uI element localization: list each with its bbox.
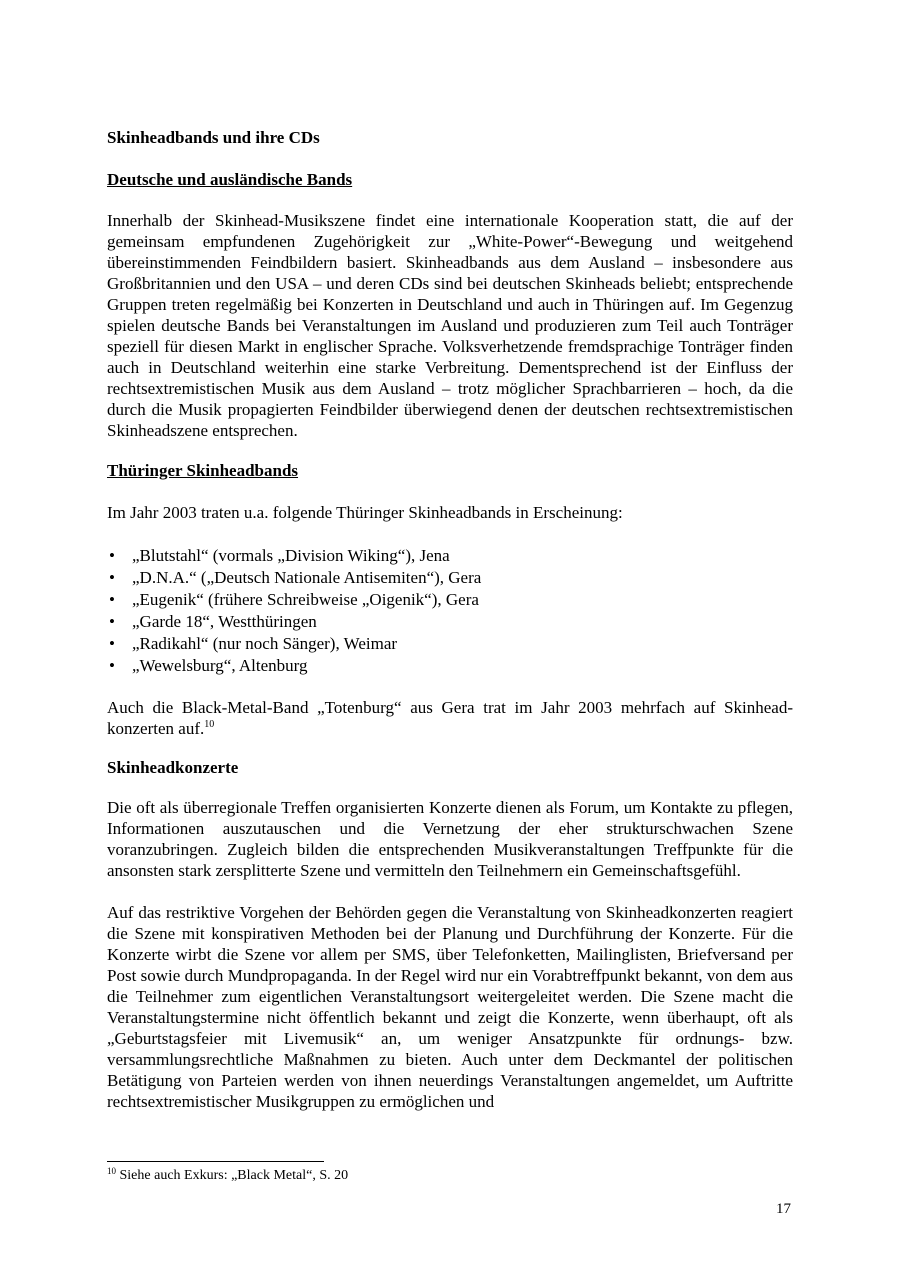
subheading-foreign-bands: Deutsche und ausländische Bands bbox=[107, 170, 353, 189]
band-entry: „Eugenik“ (frühere Schreibweise „Oigenik“), Gera bbox=[132, 590, 479, 609]
concerts-heading: Skinheadkonzerte bbox=[107, 758, 239, 777]
section-title: Skinheadbands und ihre CDs bbox=[107, 128, 320, 147]
band-entry: „Radikahl“ (nur noch Sänger), Weimar bbox=[132, 634, 398, 653]
list-item bbox=[107, 611, 793, 633]
list-item bbox=[107, 589, 793, 611]
list-item bbox=[107, 655, 793, 677]
band-entry: „Wewelsburg“, Altenburg bbox=[132, 656, 308, 675]
band-entry: „Garde 18“, Westthüringen bbox=[132, 612, 317, 631]
paragraph-foreign-bands: Innerhalb der Skinhead-Musikszene findet eine internationale Kooperation statt, die auf der gemeinsam empfundenen Zugehörigkeit zur „White-Power“-Bewegung und weitgehend übereinstimmenden Feindbildern basiert. Skinheadbands aus dem Ausland – insbesondere aus Großbritannien und den USA – und deren CDs sind bei deutschen Skinheads beliebt; entsprechende Gruppen treten regelmäßig bei Konzerten in Deutschland und auch in Thüringen auf. Im Gegenzug spielen deutsche Bands bei Veranstaltungen im Ausland und produzieren zum Teil auch Tonträger speziell für diesen Markt in englischer Sprache. Volksverhetzende fremdsprachige Tonträger finden auch in Deutschland weiterhin eine starke Verbreitung. Dementsprechend ist der Einfluss der rechtsextremistischen Musik aus dem Ausland – trotz möglicher Sprachbarrieren – hoch, da die durch die Musik propagierten Feindbilder überwiegend denen der deutschen rechtsextremistischen Skinheadszene entsprechen. bbox=[107, 211, 793, 440]
black-metal-text: Auch die Black-Metal-Band „Totenburg“ aus Gera trat im Jahr 2003 mehrfach auf Skinheadkonzerten auf. bbox=[107, 698, 793, 738]
page-number: 17 bbox=[776, 1201, 791, 1217]
band-entry: „Blutstahl“ (vormals „Division Wiking“), Jena bbox=[132, 546, 450, 565]
footnote-text: Siehe auch Exkurs: „Black Metal“, S. 20 bbox=[119, 1168, 349, 1183]
bullet-icon: • bbox=[109, 546, 115, 565]
footnote bbox=[107, 1167, 348, 1185]
paragraph-black-metal bbox=[107, 697, 793, 739]
band-entry: „D.N.A.“ („Deutsch Nationale Antisemiten“), Gera bbox=[132, 568, 482, 587]
paragraph-concerts-2: Auf das restriktive Vorgehen der Behörden gegen die Veranstaltung von Skinheadkonzerten reagiert die Szene mit konspirativen Methoden bei der Planung und Durchführung der Konzerte. Für die Konzerte wirbt die Szene vor allem per SMS, über Telefonketten, Mailinglisten, Briefversand per Post sowie durch Mundpropaganda. In der Regel wird nur ein Vorabtreffpunkt bekannt, von dem aus die Teilnehmer zum eigentlichen Veranstaltungsort weitergeleitet werden. Die Szene macht die Veranstaltungstermine nicht öffentlich bekannt und zeigt die Konzerte, wenn überhaupt, oft als „Geburtstagsfeier mit Livemusik“ an, um weniger Ansatzpunkte für ordnungs- bzw. versammlungsrechtliche Maßnahmen zu bieten. Auch unter dem Deckmantel der politischen Betätigung von Parteien werden von ihnen neuerdings Veranstaltungen angemeldet, um Auftritte rechtsextremistischer Musikgruppen zu ermöglichen und bbox=[107, 903, 793, 1111]
list-item bbox=[107, 545, 793, 567]
bullet-icon: • bbox=[109, 590, 115, 609]
footnote-reference[interactable]: 10 bbox=[204, 719, 215, 730]
band-list bbox=[107, 545, 793, 677]
paragraph-concerts-1: Die oft als überregionale Treffen organisierten Konzerte dienen als Forum, um Kontakte zu pflegen, Informationen auszutauschen und die Vernetzung der eher strukturschwachen Szene voranzubringen. Zugleich bilden die entsprechenden Musikveranstaltungen Treffpunkte für die ansonsten stark zersplitterte Szene und vermitteln den Teilnehmern ein Gemeinschaftsgefühl. bbox=[107, 798, 793, 880]
bullet-icon: • bbox=[109, 612, 115, 631]
page-content bbox=[107, 127, 793, 1112]
bullet-icon: • bbox=[109, 634, 115, 653]
footnote-divider bbox=[107, 1161, 324, 1162]
footnote-number: 10 bbox=[107, 1166, 116, 1176]
subheading-thuringia-bands: Thüringer Skinheadbands bbox=[107, 461, 299, 480]
list-item bbox=[107, 567, 793, 589]
bullet-icon: • bbox=[109, 656, 115, 675]
paragraph-bands-intro: Im Jahr 2003 traten u.a. folgende Thüringer Skinheadbands in Erscheinung: bbox=[107, 503, 623, 522]
list-item bbox=[107, 633, 793, 655]
bullet-icon: • bbox=[109, 568, 115, 587]
